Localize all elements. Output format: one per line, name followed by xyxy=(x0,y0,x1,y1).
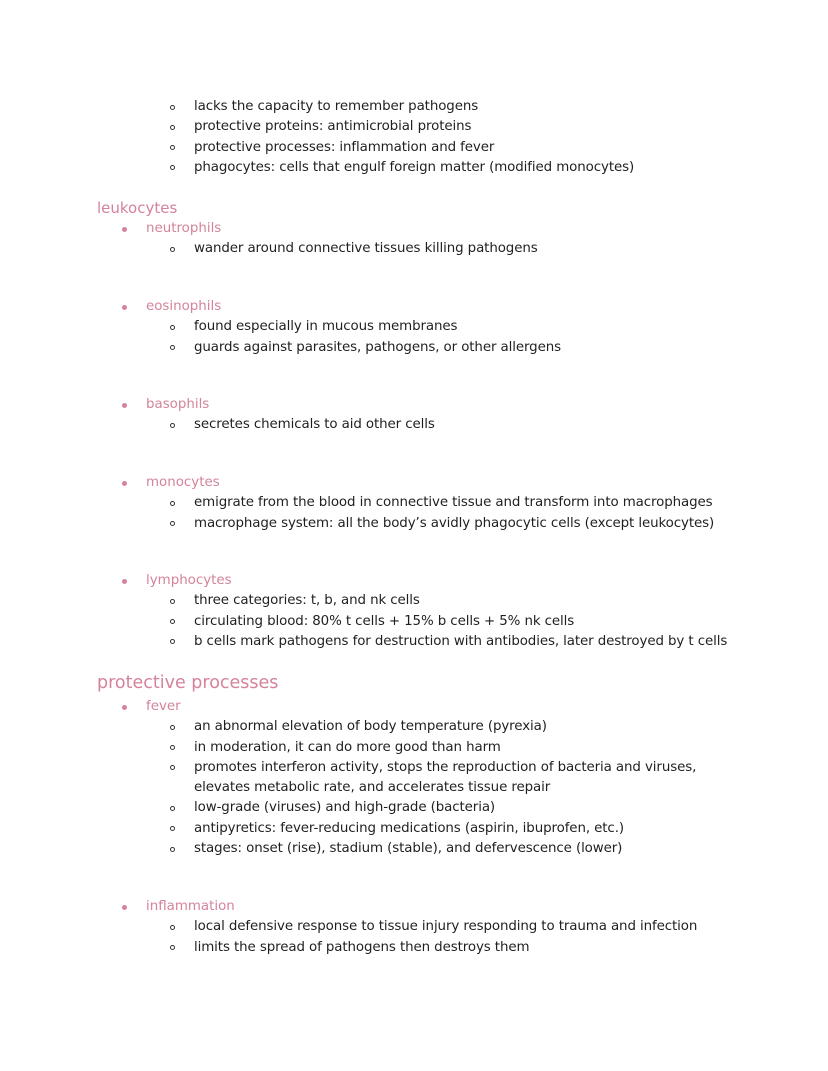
neutrophils-list xyxy=(0,239,828,259)
hollow-bullet-icon xyxy=(170,423,175,428)
list-item: protective proteins: antimicrobial proteins xyxy=(0,117,828,137)
hollow-bullet-icon xyxy=(170,725,175,730)
list-item: found especially in mucous membranes xyxy=(0,317,828,337)
eosinophils-section xyxy=(0,297,828,358)
list-item: protective processes: inflammation and fever xyxy=(0,138,828,158)
list-item: low-grade (viruses) and high-grade (bacteria) xyxy=(0,798,828,818)
bullet-dot-icon xyxy=(122,579,127,584)
intro-list-block xyxy=(0,97,828,178)
monocytes-list xyxy=(0,493,828,534)
list-item: in moderation, it can do more good than harm xyxy=(0,738,828,758)
list-item: wander around connective tissues killing pathogens xyxy=(0,239,828,259)
list-item: b cells mark pathogens for destruction with antibodies, later destroyed by t cells xyxy=(0,632,828,652)
hollow-bullet-icon xyxy=(170,145,175,150)
fever-label-row xyxy=(0,697,828,717)
hollow-bullet-icon xyxy=(170,745,175,750)
list-item: circulating blood: 80% t cells + 15% b cells + 5% nk cells xyxy=(0,612,828,632)
basophils-list xyxy=(0,415,828,435)
protective-processes-heading: protective processes xyxy=(97,673,279,693)
list-item: three categories: t, b, and nk cells xyxy=(0,591,828,611)
bullet-dot-icon xyxy=(122,705,127,710)
list-item: emigrate from the blood in connective tissue and transform into macrophages xyxy=(0,493,828,513)
list-item: antipyretics: fever-reducing medications (aspirin, ibuprofen, etc.) xyxy=(0,819,828,839)
monocytes-label: monocytes xyxy=(146,475,220,490)
neutrophils-section xyxy=(0,219,828,260)
list-item: stages: onset (rise), stadium (stable), and defervescence (lower) xyxy=(0,839,828,859)
eosinophils-label-row xyxy=(0,297,828,317)
bullet-dot-icon xyxy=(122,227,127,232)
neutrophils-label-row xyxy=(0,219,828,239)
fever-section xyxy=(0,697,828,859)
list-item: guards against parasites, pathogens, or other allergens xyxy=(0,338,828,358)
hollow-bullet-icon xyxy=(170,345,175,350)
hollow-bullet-icon xyxy=(170,639,175,644)
bullet-dot-icon xyxy=(122,403,127,408)
hollow-bullet-icon xyxy=(170,521,175,526)
monocytes-label-row xyxy=(0,473,828,493)
lymphocytes-list xyxy=(0,591,828,652)
leukocytes-heading: leukocytes xyxy=(97,199,178,217)
hollow-bullet-icon xyxy=(170,619,175,624)
inflammation-list xyxy=(0,917,828,958)
hollow-bullet-icon xyxy=(170,847,175,852)
basophils-label-row xyxy=(0,395,828,415)
hollow-bullet-icon xyxy=(170,501,175,506)
list-item: lacks the capacity to remember pathogens xyxy=(0,97,828,117)
basophils-section xyxy=(0,395,828,436)
fever-label: fever xyxy=(146,699,181,714)
list-item: phagocytes: cells that engulf foreign matter (modified monocytes) xyxy=(0,158,828,178)
hollow-bullet-icon xyxy=(170,599,175,604)
bullet-dot-icon xyxy=(122,305,127,310)
list-item: limits the spread of pathogens then destroys them xyxy=(0,938,828,958)
lymphocytes-label-row xyxy=(0,571,828,591)
lymphocytes-label: lymphocytes xyxy=(146,573,232,588)
hollow-bullet-icon xyxy=(170,826,175,831)
hollow-bullet-icon xyxy=(170,925,175,930)
neutrophils-label: neutrophils xyxy=(146,221,222,236)
inflammation-label: inflammation xyxy=(146,899,235,914)
hollow-bullet-icon xyxy=(170,806,175,811)
hollow-bullet-icon xyxy=(170,125,175,130)
list-item: promotes interferon activity, stops the reproduction of bacteria and viruses, elevates metabolic rate, and accelerates tissue repair xyxy=(0,758,828,799)
fever-list xyxy=(0,717,828,859)
inflammation-label-row xyxy=(0,897,828,917)
inflammation-section xyxy=(0,897,828,958)
list-item: macrophage system: all the body’s avidly phagocytic cells (except leukocytes) xyxy=(0,514,828,534)
bullet-dot-icon xyxy=(122,905,127,910)
list-item: local defensive response to tissue injury responding to trauma and infection xyxy=(0,917,828,937)
hollow-bullet-icon xyxy=(170,325,175,330)
bullet-dot-icon xyxy=(122,481,127,486)
intro-list xyxy=(0,97,828,178)
list-item: an abnormal elevation of body temperature (pyrexia) xyxy=(0,717,828,737)
hollow-bullet-icon xyxy=(170,165,175,170)
hollow-bullet-icon xyxy=(170,765,175,770)
hollow-bullet-icon xyxy=(170,105,175,110)
eosinophils-list xyxy=(0,317,828,358)
hollow-bullet-icon xyxy=(170,247,175,252)
basophils-label: basophils xyxy=(146,397,210,412)
hollow-bullet-icon xyxy=(170,945,175,950)
eosinophils-label: eosinophils xyxy=(146,299,222,314)
monocytes-section xyxy=(0,473,828,534)
lymphocytes-section xyxy=(0,571,828,652)
list-item: secretes chemicals to aid other cells xyxy=(0,415,828,435)
